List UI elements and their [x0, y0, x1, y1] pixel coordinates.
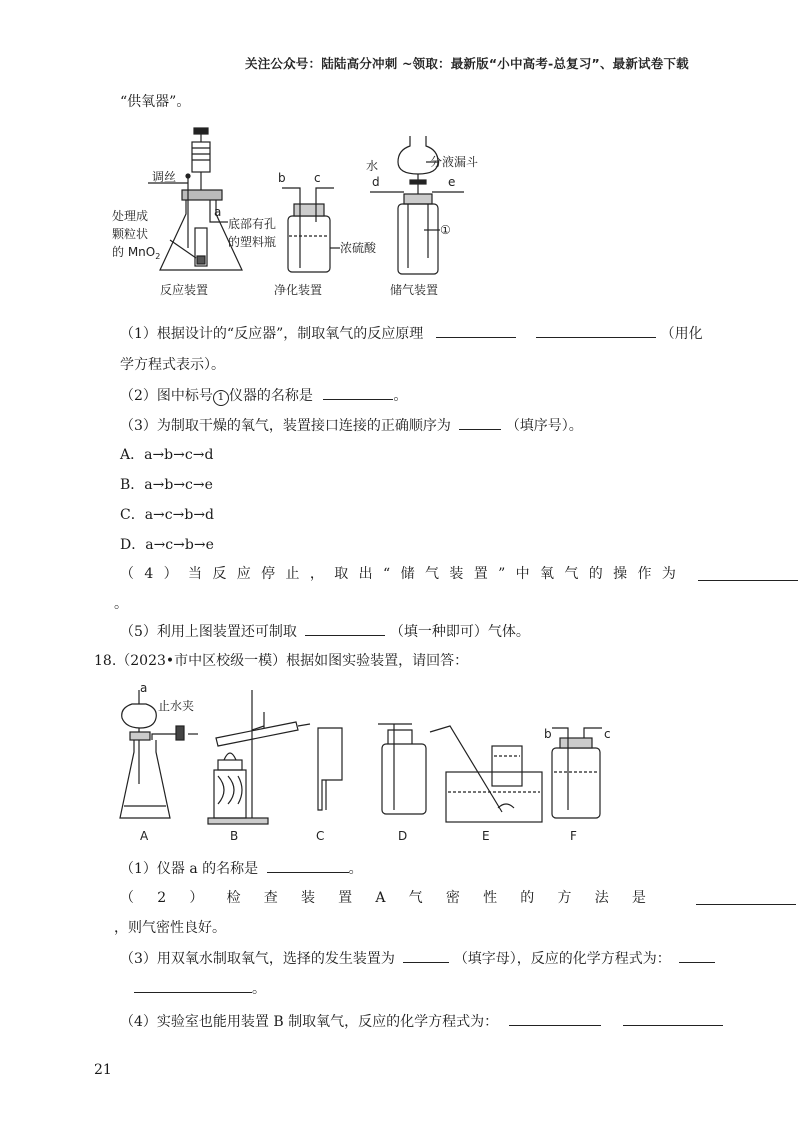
label-c: c — [314, 171, 321, 185]
blank-q18-3a[interactable] — [403, 948, 449, 963]
caption-storage: 储气装置 — [390, 283, 439, 297]
blank-q18-4a[interactable] — [509, 1011, 601, 1026]
option-d[interactable]: D．a→c→b→e — [120, 537, 214, 553]
q18-part1: （1）仪器 a 的名称是 。 — [120, 858, 363, 879]
q18-part3-cont: 。 — [134, 978, 266, 999]
q18-part2: （ 2 ） 检 查 装 置 A 气 密 性 的 方 法 是 — [120, 890, 646, 906]
label-fenye: 分液漏斗 — [430, 155, 479, 169]
caption-B: B — [230, 829, 239, 843]
label-q18-c: c — [604, 727, 611, 741]
label-chuli-1: 处理成 — [112, 209, 149, 223]
circled-one: 1 — [213, 390, 229, 406]
blank-q18-2[interactable] — [696, 890, 796, 905]
q17-part3: （3）为制取干燥的氧气，装置接口连接的正确顺序为 （填序号）。 — [120, 415, 583, 436]
option-b[interactable]: B．a→b→c→e — [120, 477, 213, 493]
blank-1a[interactable] — [436, 323, 516, 338]
intro-text: “供氧器”。 — [120, 94, 191, 110]
q17-part4-end: 。 — [114, 596, 128, 612]
blank-1b[interactable] — [536, 323, 656, 338]
page-number: 21 — [94, 1062, 112, 1078]
q17-part1-cont: 学方程式表示）。 — [120, 357, 225, 373]
blank-q18-3c[interactable] — [134, 978, 252, 993]
label-zhishuijia: 止水夹 — [158, 699, 195, 713]
option-c[interactable]: C．a→c→b→d — [120, 507, 215, 523]
label-tiaosi: 调丝 — [152, 170, 177, 184]
blank-q18-4b[interactable] — [623, 1011, 723, 1026]
label-nongliusuan: 浓硫酸 — [340, 241, 377, 255]
label-d: d — [372, 175, 380, 189]
label-q18-b: b — [544, 727, 552, 741]
caption-reaction: 反应装置 — [160, 283, 209, 297]
caption-F: F — [570, 829, 577, 843]
figure-oxygen-apparatus — [108, 118, 479, 303]
q17-part1: （1）根据设计的“反应器”，制取氧气的反应原理 （用化 — [120, 323, 703, 344]
label-chuli-3: 的 MnO — [112, 245, 156, 259]
label-q18-a: a — [140, 681, 148, 695]
option-a[interactable]: A．a→b→c→d — [120, 447, 214, 463]
label-a: a — [214, 205, 222, 219]
label-shui: 水 — [366, 159, 379, 173]
label-dibu-1: 底部有孔 — [228, 217, 277, 231]
label-e: e — [448, 175, 456, 189]
caption-E: E — [482, 829, 490, 843]
q17-part4: （ 4 ） 当 反 应 停 止 ， 取 出 “ 储 气 装 置 ” 中 氧 气 的 操 作 为 — [120, 566, 676, 582]
caption-D: D — [398, 829, 408, 843]
q17-part2: （2）图中标号 1 仪器的名称是 。 — [120, 385, 407, 406]
caption-C: C — [316, 829, 325, 843]
label-chuli-2: 颗粒状 — [112, 227, 149, 241]
blank-5[interactable] — [305, 621, 385, 636]
label-dibu-2: 的塑料瓶 — [228, 235, 277, 249]
q18-title: 18.（2023•市中区校级一模）根据如图实验装置，请回答： — [94, 653, 469, 669]
page-header: 关注公众号：陆陆高分冲刺 ~领取：最新版“小中高考-总复习”、最新试卷下载 — [245, 56, 689, 71]
q18-part2-end: ，则气密性良好。 — [114, 920, 226, 936]
blank-2[interactable] — [323, 385, 393, 400]
label-circle-1: ① — [440, 223, 451, 237]
blank-4[interactable] — [698, 566, 798, 581]
figure-lab-apparatus — [112, 680, 672, 848]
blank-q18-3b[interactable] — [679, 948, 715, 963]
svg-text:的 MnO2 — [112, 245, 160, 261]
caption-purification: 净化装置 — [274, 283, 323, 297]
q18-part4: （4）实验室也能用装置 B 制取氧气，反应的化学方程式为： — [120, 1011, 723, 1032]
caption-A: A — [140, 829, 149, 843]
blank-3[interactable] — [459, 415, 501, 430]
q18-part3: （3）用双氧水制取氧气，选择的发生装置为 （填字母），反应的化学方程式为： — [120, 948, 715, 969]
label-b: b — [278, 171, 286, 185]
q17-part5: （5）利用上图装置还可制取 （填一种即可）气体。 — [120, 621, 530, 642]
blank-q18-1[interactable] — [267, 858, 349, 873]
label-chuli-3-sub: 2 — [155, 252, 161, 261]
